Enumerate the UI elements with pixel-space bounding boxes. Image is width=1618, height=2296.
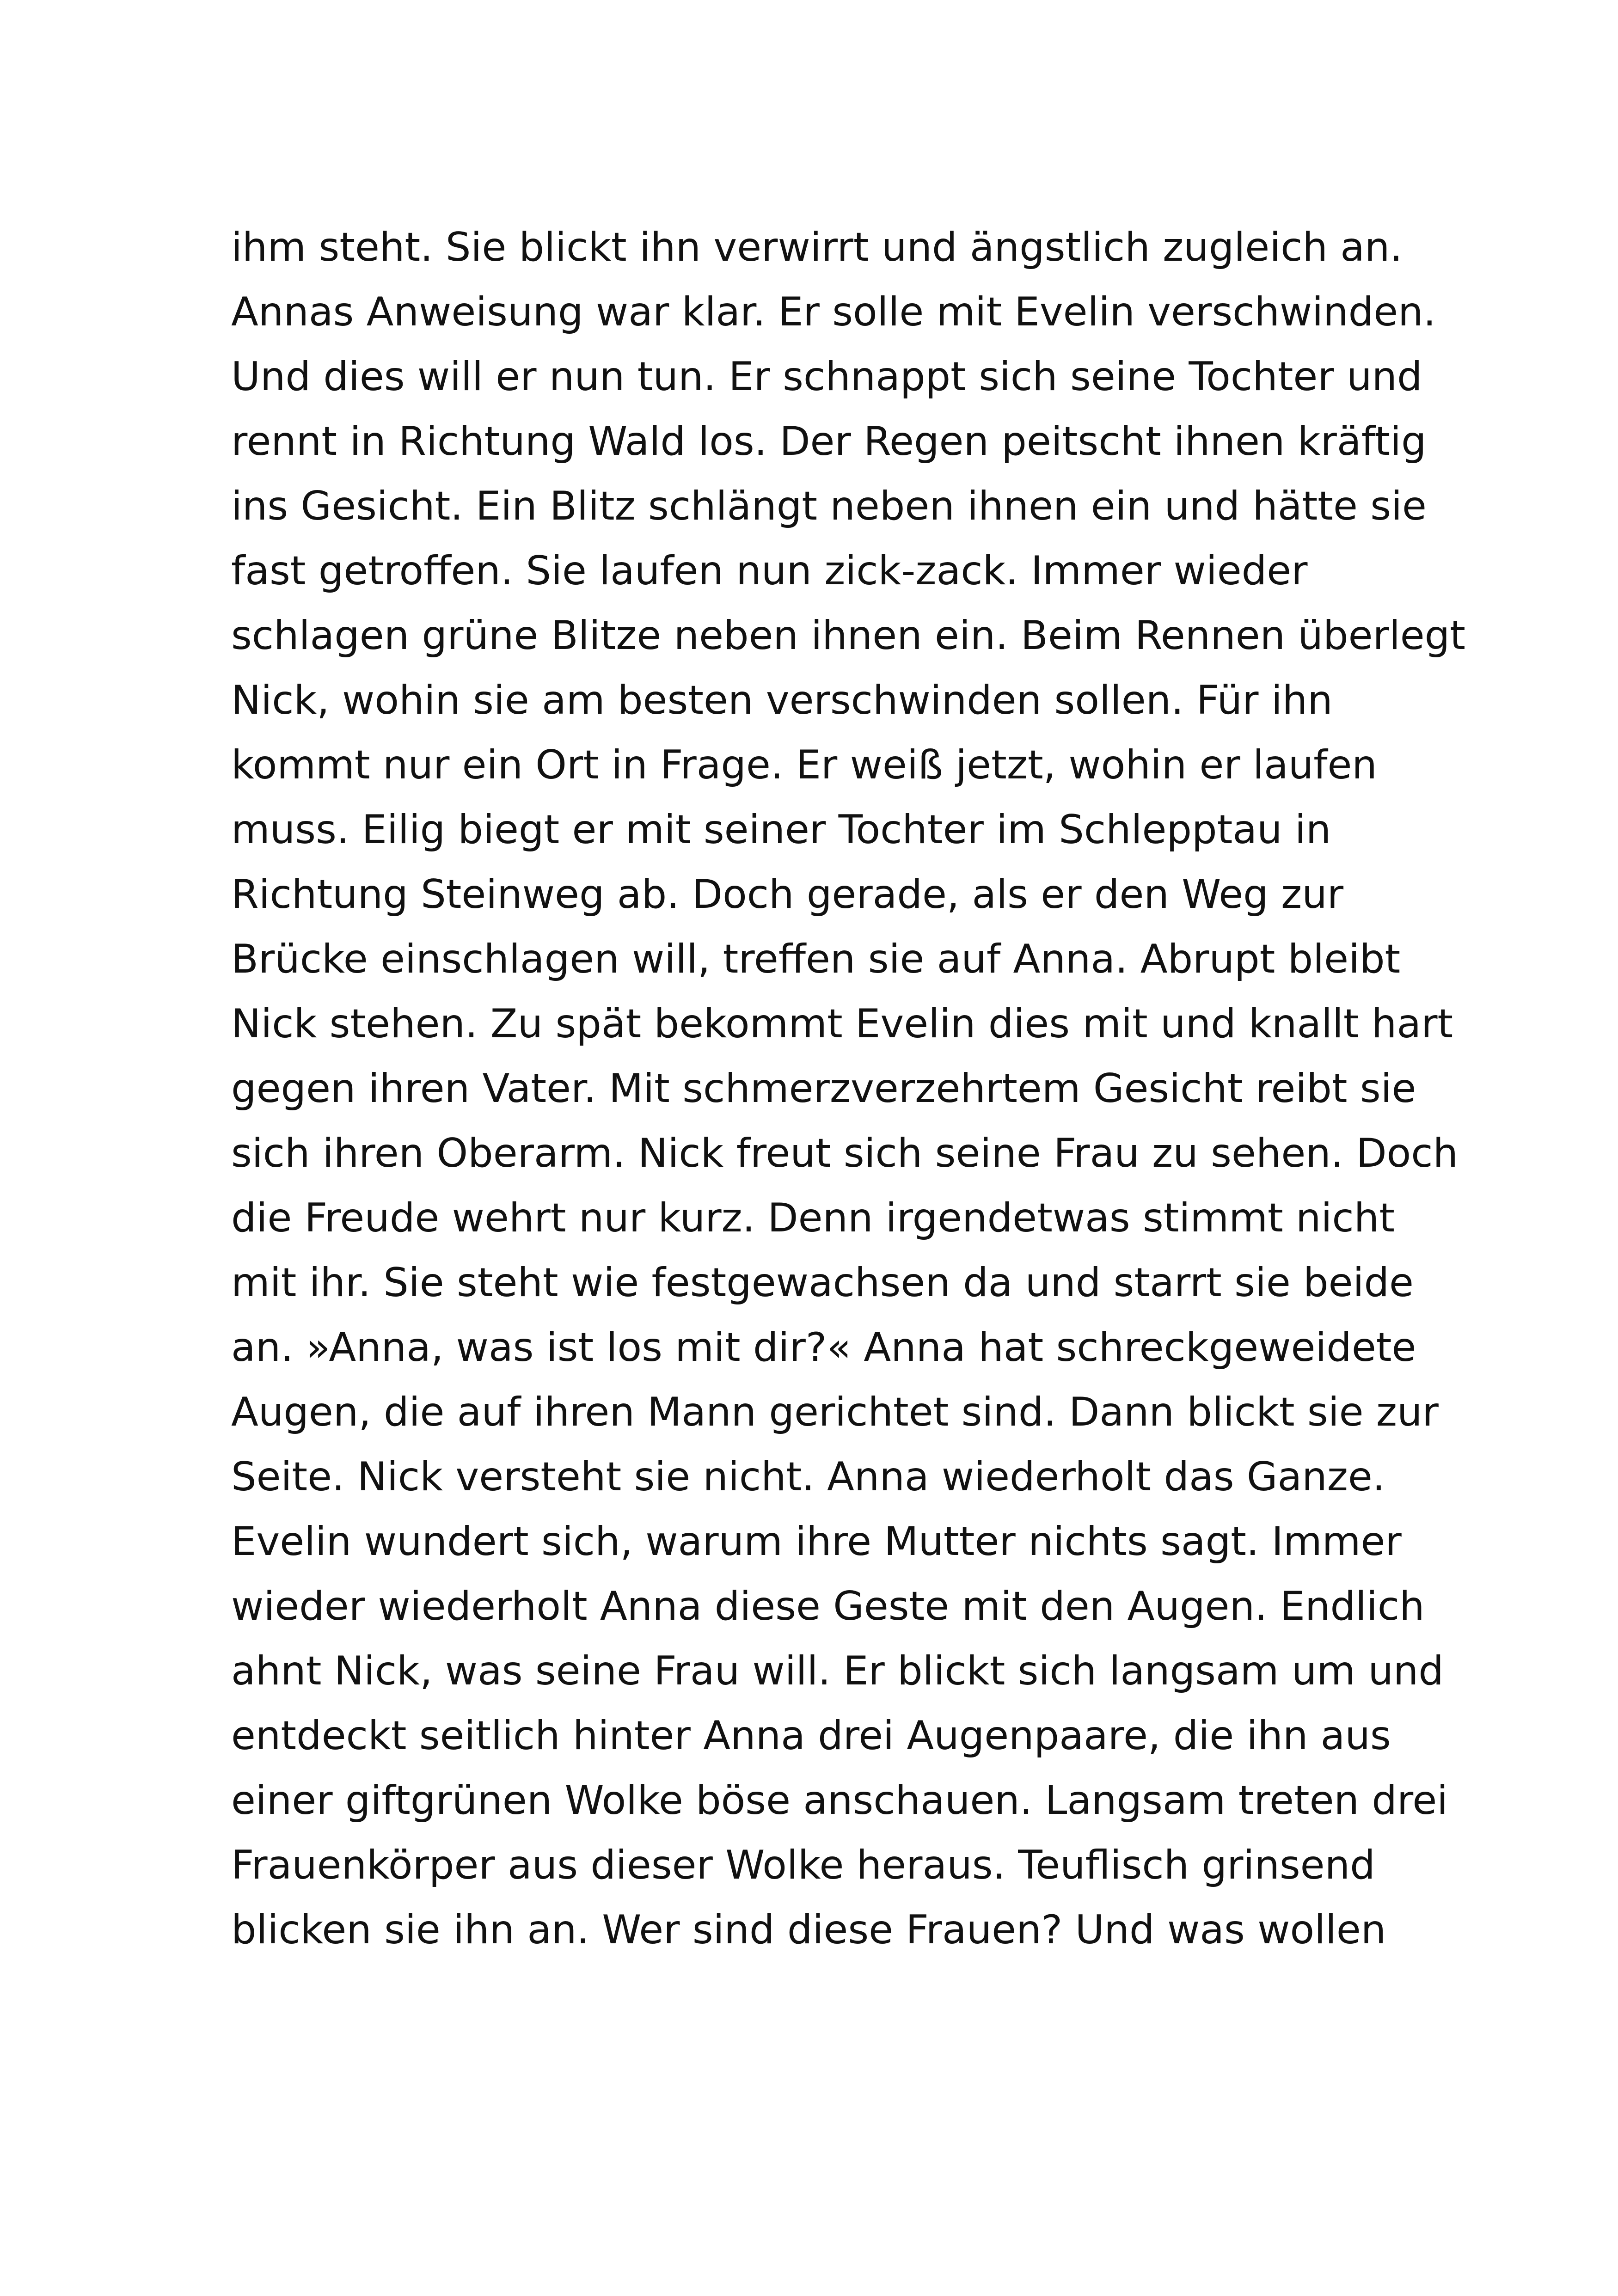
text-line-10: muss. Eilig biegt er mit seiner Tochter im Schlepptau in	[231, 807, 1331, 853]
text-line-25: einer giftgrünen Wolke böse anschauen. Langsam treten drei	[231, 1777, 1448, 1824]
text-line-2: Annas Anweisung war klar. Er solle mit Evelin verschwinden.	[231, 289, 1436, 335]
text-line-15: sich ihren Oberarm. Nick freut sich seine Frau zu sehen. Doch	[231, 1130, 1459, 1176]
text-line-9: kommt nur ein Ort in Frage. Er weiß jetzt, wohin er laufen	[231, 742, 1377, 788]
text-line-4: rennt in Richtung Wald los. Der Regen peitscht ihnen kräftig	[231, 418, 1427, 465]
text-line-17: mit ihr. Sie steht wie festgewachsen da und starrt sie beide	[231, 1260, 1414, 1306]
text-line-27: blicken sie ihn an. Wer sind diese Frauen? Und was wollen	[231, 1907, 1386, 1953]
text-line-11: Richtung Steinweg ab. Doch gerade, als er den Weg zur	[231, 871, 1344, 918]
text-line-13: Nick stehen. Zu spät bekommt Evelin dies mit und knallt hart	[231, 1001, 1453, 1047]
text-line-1: ihm steht. Sie blickt ihn verwirrt und ängstlich zugleich an.	[231, 224, 1403, 270]
text-line-24: entdeckt seitlich hinter Anna drei Augenpaare, die ihn aus	[231, 1713, 1391, 1759]
body-text	[231, 215, 1465, 1962]
text-line-16: die Freude wehrt nur kurz. Denn irgendetwas stimmt nicht	[231, 1195, 1395, 1241]
text-line-14: gegen ihren Vater. Mit schmerzverzehrtem Gesicht reibt sie	[231, 1065, 1416, 1112]
text-line-3: Und dies will er nun tun. Er schnappt sich seine Tochter und	[231, 354, 1422, 400]
text-line-21: Evelin wundert sich, warum ihre Mutter nichts sagt. Immer	[231, 1518, 1402, 1565]
text-line-20: Seite. Nick versteht sie nicht. Anna wiederholt das Ganze.	[231, 1454, 1385, 1500]
text-line-6: fast getroffen. Sie laufen nun zick-zack. Immer wieder	[231, 548, 1308, 594]
text-line-22: wieder wiederholt Anna diese Geste mit den Augen. Endlich	[231, 1583, 1425, 1629]
text-line-19: Augen, die auf ihren Mann gerichtet sind. Dann blickt sie zur	[231, 1389, 1439, 1435]
text-line-12: Brücke einschlagen will, treffen sie auf Anna. Abrupt bleibt	[231, 936, 1401, 982]
text-line-8: Nick, wohin sie am besten verschwinden sollen. Für ihn	[231, 677, 1333, 723]
text-line-23: ahnt Nick, was seine Frau will. Er blickt sich langsam um und	[231, 1648, 1444, 1694]
text-line-26: Frauenkörper aus dieser Wolke heraus. Teuflisch grinsend	[231, 1842, 1375, 1888]
text-line-5: ins Gesicht. Ein Blitz schlängt neben ihnen ein und hätte sie	[231, 483, 1427, 529]
text-line-7: schlagen grüne Blitze neben ihnen ein. Beim Rennen überlegt	[231, 612, 1465, 659]
text-line-18: an. »Anna, was ist los mit dir?« Anna hat schreckgeweidete	[231, 1324, 1416, 1371]
